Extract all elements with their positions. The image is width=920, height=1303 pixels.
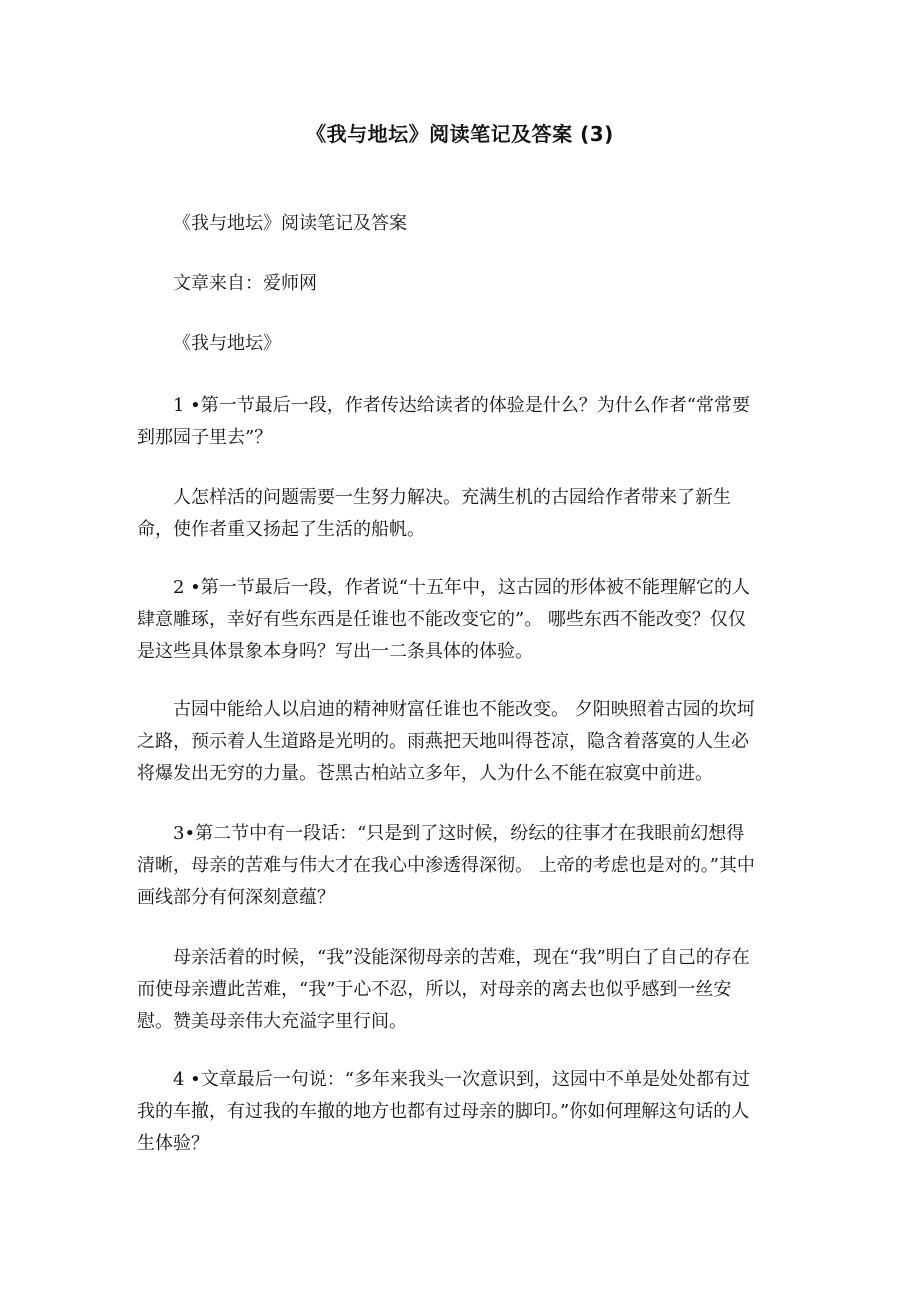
answer-1: 人怎样活的问题需要一生努力解决。充满生机的古园给作者带来了新生命，使作者重又扬起了生活的船帆。 <box>137 487 731 540</box>
subtitle-line: 《我与地坛》阅读笔记及答案 <box>173 213 407 234</box>
work-title-line: 《我与地坛》 <box>173 333 281 354</box>
question-4: 4 •文章最后一句说：“多年来我头一次意识到，这园中不单是处处都有过我的车撤，有过我的车撤的地方也都有过母亲的脚印。”你如何理解这句话的人生体验？ <box>137 1069 750 1154</box>
answer-3: 母亲活着的时候，“我”没能深彻母亲的苦难，现在“我”明白了自己的存在而使母亲遭此苦难，“我”于心不忍，所以，对母亲的离去也似乎感到一丝安慰。赞美母亲伟大充溢字里行间。 <box>137 947 750 1032</box>
document-title: 《我与地坛》阅读笔记及答案 (3) <box>306 122 614 146</box>
question-1: 1 •第一节最后一段，作者传达给读者的体验是什么？为什么作者“常常要到那园子里去”？ <box>137 395 750 448</box>
question-3: 3•第二节中有一段话：“只是到了这时候，纷纭的往事才在我眼前幻想得清晰，母亲的苦难与伟大才在我心中渗透得深彻。 上帝的考虑也是对的。”其中画线部分有何深刻意蕴？ <box>137 823 755 908</box>
question-2: 2 •第一节最后一段，作者说“十五年中，这古园的形体被不能理解它的人肆意雕琢，幸好有些东西是任谁也不能改变它的”。 哪些东西不能改变？仅仅是这些具体景象本身吗？写出一二条具体的体验。 <box>137 577 750 662</box>
answer-2: 古园中能给人以启迪的精神财富任谁也不能改变。 夕阳映照着古园的坎坷之路，预示着人生道路是光明的。雨燕把天地叫得苍凉，隐含着落寞的人生必将爆发出无穷的力量。苍黑古柏站立多年，人为什么不能在寂寞中前进。 <box>137 699 755 784</box>
source-line: 文章来自：爱师网 <box>173 273 317 294</box>
